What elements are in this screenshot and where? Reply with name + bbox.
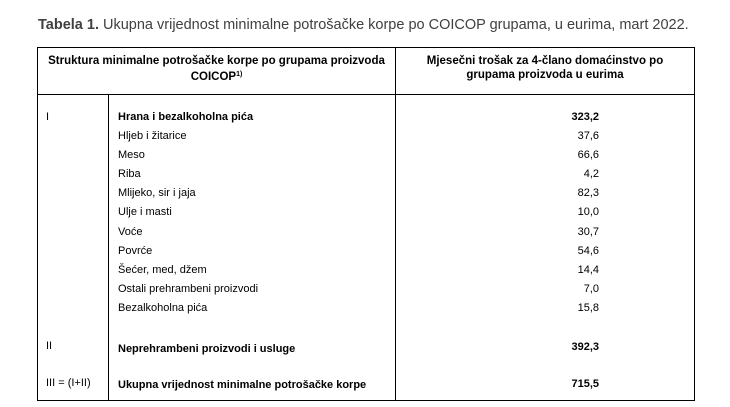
item-label: Bezalkoholna pića	[118, 302, 208, 314]
item-value: 82,3	[577, 187, 599, 199]
group-value-total: 715,5	[571, 378, 599, 390]
item-label: Voće	[118, 226, 143, 238]
item-value: 4,2	[583, 168, 599, 180]
group-roman-ii: II	[46, 340, 53, 352]
item-value: 66,6	[577, 149, 599, 161]
header-cost-line2: grupama proizvoda u eurima	[466, 69, 624, 81]
group-roman-iii: III = (I+II)	[46, 377, 91, 389]
item-value: 15,8	[577, 302, 599, 314]
item-value: 30,7	[577, 226, 599, 238]
item-label: Ulje i masti	[118, 206, 172, 218]
table-caption	[38, 17, 689, 33]
item-value: 10,0	[577, 206, 599, 218]
header-cost-line1: Mjesečni trošak za 4-člano domaćinstvo po	[426, 55, 664, 67]
header-divider	[38, 94, 694, 95]
header-structure-line1: Struktura minimalne potrošačke korpe po grupama proizvoda	[48, 55, 385, 67]
item-label: Povrće	[118, 245, 153, 257]
coicop-table	[37, 47, 695, 401]
header-structure	[38, 54, 395, 84]
item-value: 37,6	[577, 130, 599, 142]
item-value: 7,0	[583, 283, 599, 295]
group-value-nonfood: 392,3	[571, 341, 599, 353]
group-label-food: Hrana i bezalkoholna pića	[118, 111, 254, 123]
group-roman-i: I	[46, 111, 50, 123]
caption-text: Ukupna vrijednost minimalne potrošačke korpe po COICOP grupama, u eurima, mart 2022.	[98, 17, 689, 33]
column-divider	[395, 48, 396, 400]
group-label-nonfood: Neprehrambeni proizvodi i usluge	[118, 343, 296, 355]
item-label: Ostali prehrambeni proizvodi	[118, 283, 259, 295]
item-label: Šećer, med, džem	[118, 264, 207, 276]
item-value: 54,6	[577, 245, 599, 257]
caption-label: Tabela 1.	[38, 17, 99, 33]
group-value-food: 323,2	[571, 111, 599, 123]
item-label: Riba	[118, 168, 141, 180]
item-label: Meso	[118, 149, 145, 161]
header-structure-line2: COICOP$^{1)}$	[190, 71, 243, 83]
item-value: 14,4	[577, 264, 599, 276]
item-label: Mlijeko, sir i jaja	[118, 187, 196, 199]
roman-column-divider	[108, 94, 109, 400]
group-label-total: Ukupna vrijednost minimalne potrošačke korpe	[118, 379, 367, 391]
header-monthly-cost	[395, 54, 695, 82]
item-label: Hljeb i žitarice	[118, 130, 187, 142]
